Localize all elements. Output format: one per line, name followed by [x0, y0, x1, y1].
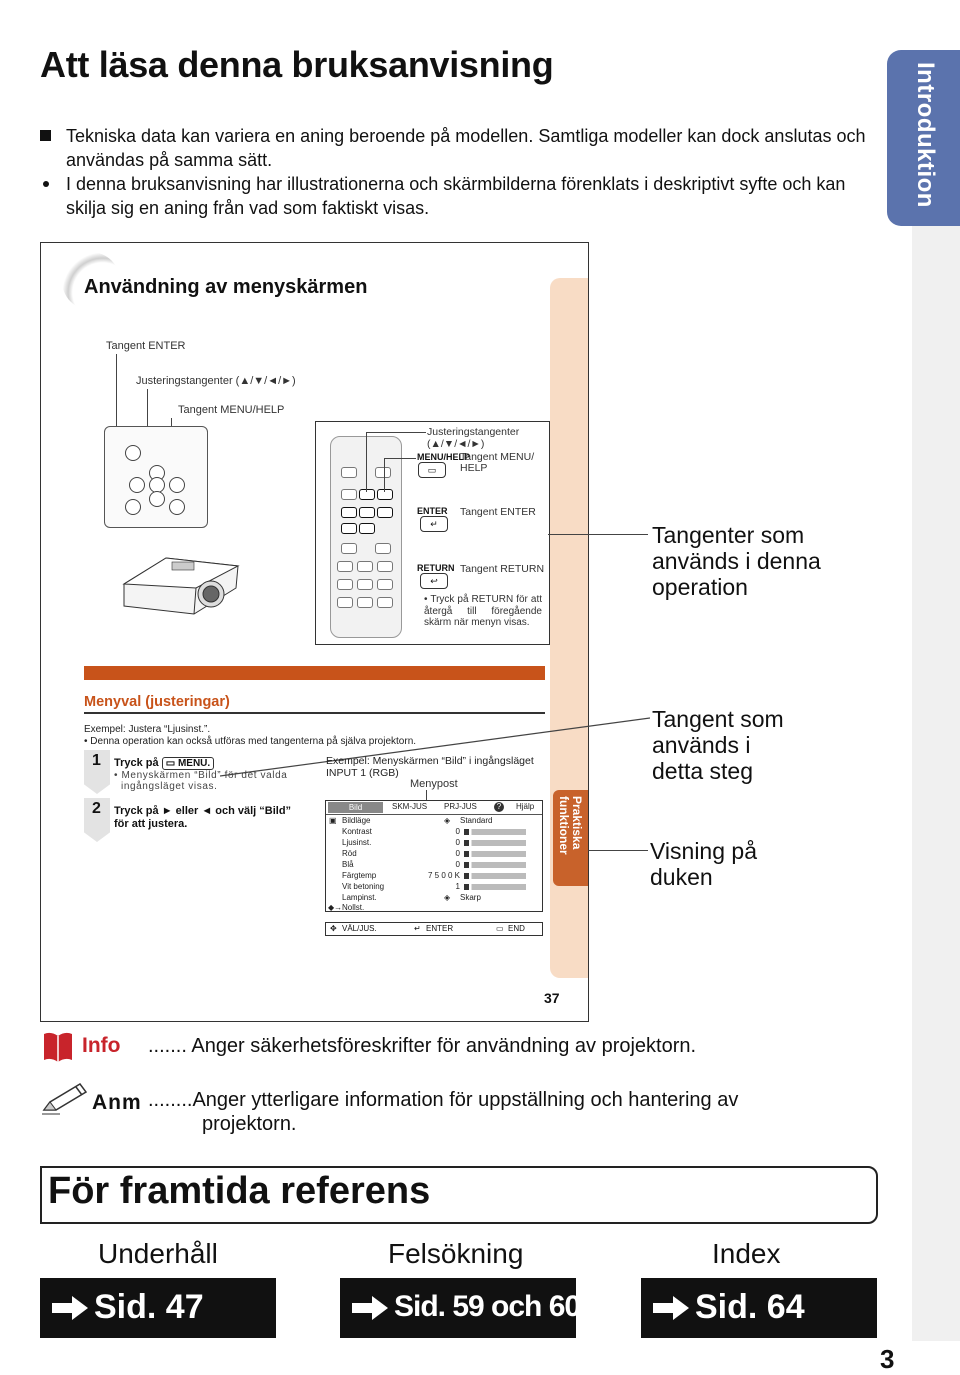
picture-mode-icon: ▣	[329, 816, 337, 825]
enter-key-label: ENTER	[417, 506, 448, 516]
menu-row[interactable]: Ljusinst. 0	[342, 838, 537, 848]
page-title: Att läsa denna bruksanvisning	[40, 44, 554, 85]
intro-item	[40, 124, 880, 172]
info-label: Info	[82, 1034, 121, 1057]
menu-section-rule	[84, 712, 545, 714]
projector-control-panel	[104, 426, 208, 528]
screen-example-caption: Exempel: Menyskärmen “Bild” i ingångsläget INPUT 1 (RGB)	[326, 755, 534, 779]
ref-page-underhall: Sid. 47	[94, 1288, 204, 1326]
step-2-number: 2	[92, 800, 101, 817]
anm-text: ........Anger ytterligare information för uppställning och hantering av projektorn.	[148, 1089, 739, 1135]
bullet-icon	[43, 181, 49, 187]
ref-link-underhall[interactable]	[40, 1278, 276, 1338]
ref-link-index[interactable]	[641, 1278, 877, 1338]
ref-label-index: Index	[712, 1238, 781, 1269]
enter-key-icon: ↵	[420, 516, 448, 532]
tab-hjalp[interactable]: Hjälp	[516, 802, 535, 811]
menu-row[interactable]: Kontrast 0	[342, 827, 537, 837]
right-button-icon	[169, 477, 185, 493]
tab-skm-jus[interactable]: SKM-JUS	[392, 802, 428, 811]
menu-row[interactable]: Röd 0	[342, 849, 537, 859]
menu-key-icon: ▭	[418, 462, 446, 478]
menu-row[interactable]: Vit betoning 1	[342, 882, 537, 892]
ref-link-felsokning[interactable]	[340, 1278, 581, 1338]
help-icon: ?	[494, 802, 504, 812]
footer-end: END	[508, 924, 525, 933]
tab-prj-jus[interactable]: PRJ-JUS	[444, 802, 477, 811]
side-tab-introduktion[interactable]	[887, 50, 960, 226]
label-tangent-enter: Tangent ENTER	[106, 340, 186, 352]
intro-item	[40, 172, 880, 220]
side-strip	[912, 226, 960, 1341]
step-1-note: • Menyskärmen “Bild” för det valda ingångsläget visas.	[114, 770, 288, 792]
menu-section-title: Menyval (justeringar)	[84, 694, 230, 710]
menu-tabs	[326, 801, 542, 815]
intro-item-text: I denna bruksanvisning har illustrationerna och skärmbilderna förenklats i deskriptivt syfte och kan skilja sig en aning från vad som faktiskt visas.	[66, 174, 846, 218]
intro-item-text: Tekniska data kan variera en aning beroende på modellen. Samtliga modeller kan dock anslutas och användas på samma sätt.	[66, 126, 866, 170]
praktiska-funktioner-tab[interactable]	[553, 790, 588, 886]
reference-title: För framtida referens	[48, 1170, 431, 1212]
ref-page-index: Sid. 64	[695, 1288, 805, 1326]
down-button-icon	[149, 491, 165, 507]
remote-adjust-label: Justeringstangenter	[427, 426, 520, 438]
return-key-label: RETURN	[417, 563, 455, 573]
callout-key-step: Tangent som används i detta steg	[652, 706, 784, 784]
label-tangent-menu-help: Tangent MENU/HELP	[178, 404, 285, 416]
tab-bild[interactable]: Bild	[328, 802, 383, 813]
lampinst-label: Lampinst.	[342, 893, 377, 902]
footer-select-adjust: VÄL/JUS.	[342, 924, 377, 933]
bildlage-arrow-icon: ◈	[444, 816, 451, 825]
bildlage-value: Standard	[460, 816, 493, 825]
menu-row[interactable]: Blå 0	[342, 860, 537, 870]
anm-label: Anm	[92, 1091, 142, 1114]
ref-label-underhall: Underhåll	[98, 1238, 218, 1269]
remote-return-label: Tangent RETURN	[460, 563, 545, 575]
info-text: ....... Anger säkerhetsföreskrifter för användning av projektorn.	[148, 1035, 697, 1057]
ref-page-felsokning: Sid. 59 och 60	[394, 1290, 581, 1323]
menu-example: Exempel: Justera “Ljusinst.”. • Denna operation kan också utföras med tangenterna på själva projektorn.	[84, 724, 417, 747]
remote-adjust-arrows: (▲/▼/◄/►)	[427, 438, 485, 450]
left-button-icon	[129, 477, 145, 493]
menu-help-key-label: MENU/HELP	[417, 452, 471, 462]
arrow-right-icon	[651, 1295, 691, 1321]
book-info-icon	[42, 1030, 74, 1064]
projector-icon	[116, 548, 244, 622]
menu-key-inline-icon: ▭ MENU.	[162, 757, 214, 770]
remote-enter-label: Tangent ENTER	[460, 506, 536, 518]
menu-row[interactable]: Färgtemp 7 5 0 0 K	[342, 871, 537, 881]
lampinst-value: Skarp	[460, 893, 481, 902]
return-key-icon: ↩	[420, 573, 448, 589]
footer-enter: ENTER	[426, 924, 454, 933]
intro-list	[40, 124, 880, 220]
label-justeringstangenter: Justeringstangenter (▲/▼/◄/►)	[136, 375, 296, 387]
footer-enter-icon: ↵	[414, 924, 421, 933]
praktiska-funktioner-label: Praktiska funktioner	[557, 796, 584, 855]
footer-menu-icon: ▭	[496, 924, 504, 933]
pencil-note-icon	[40, 1080, 88, 1116]
arrow-right-icon	[350, 1295, 390, 1321]
arrow-right-icon	[50, 1295, 90, 1321]
bildlage-label: Bildläge	[342, 816, 371, 825]
menu-screen	[325, 800, 543, 912]
nollst-label: Nollst.	[342, 903, 365, 912]
step-2-text: Tryck på ► eller ◄ och välj “Bild” för att justera.	[114, 805, 292, 830]
lampinst-arrow-icon: ◈	[444, 893, 451, 902]
step-1-text: Tryck på ▭ MENU.	[114, 757, 214, 770]
remote-menu-help-label-2: HELP	[460, 462, 488, 474]
reset-arrow-icon: ◆→	[328, 903, 343, 912]
sample-section-title: Användning av menyskärmen	[84, 276, 368, 298]
menu-button-icon	[169, 499, 185, 515]
menypost-label: Menypost	[410, 778, 458, 790]
step-1-number: 1	[92, 752, 101, 769]
select-adjust-icon: ✥	[330, 924, 337, 933]
menu-footer-bar	[325, 922, 543, 936]
page-number: 3	[880, 1344, 895, 1374]
side-tab-label: Introduktion	[912, 62, 939, 208]
ref-label-felsokning: Felsökning	[388, 1238, 524, 1269]
square-bullet-icon	[40, 130, 51, 141]
callout-screen-display: Visning på duken	[650, 838, 757, 890]
remote-menu-help-label-1: Tangent MENU/	[460, 451, 535, 463]
keystone-button-icon	[125, 499, 141, 515]
callout-keys-operation: Tangenter som används i denna operation	[652, 522, 821, 600]
return-note: • Tryck på RETURN för att återgå till föregående skärm när menyn visas.	[424, 594, 542, 628]
orange-divider	[84, 666, 545, 680]
standby-button-icon	[125, 445, 141, 461]
sample-page-number: 37	[544, 990, 560, 1006]
